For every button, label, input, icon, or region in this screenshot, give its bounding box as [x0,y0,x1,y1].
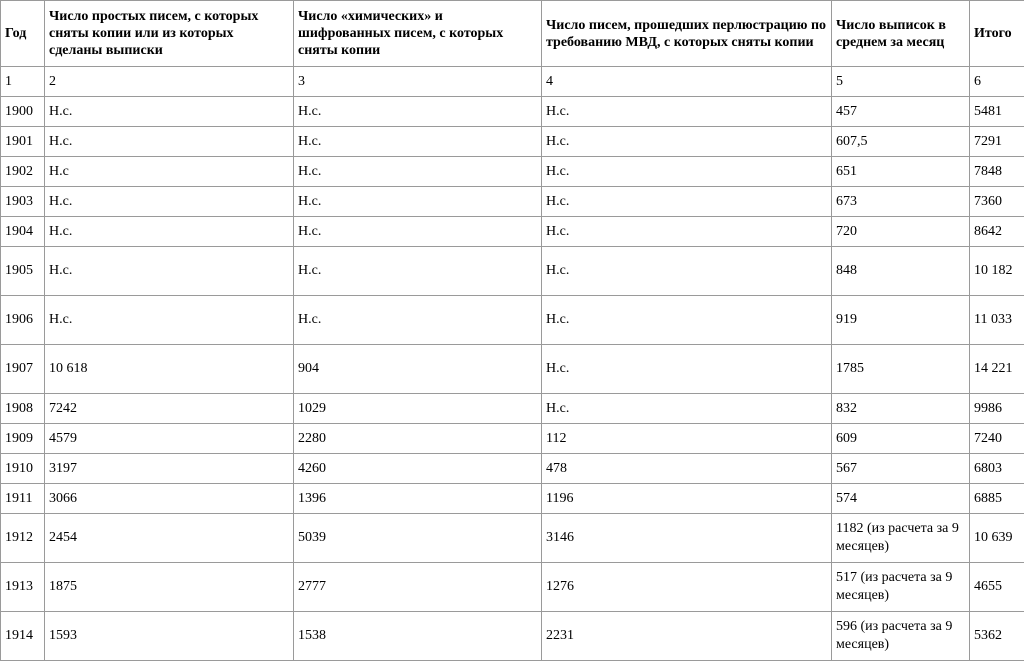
cell-perlustration-letters: Н.с. [542,127,832,157]
table-row [1,157,1024,187]
table-row [1,612,1024,661]
cell-simple-letters: Н.с. [45,127,294,157]
cell-year: 1900 [1,97,45,127]
cell-chemical-letters: Н.с. [294,97,542,127]
cell-year: 1906 [1,296,45,345]
column-number: 2 [45,67,294,97]
column-number: 1 [1,67,45,97]
cell-monthly-average: 457 [832,97,970,127]
cell-year: 1903 [1,187,45,217]
cell-year: 1913 [1,563,45,612]
table-row [1,563,1024,612]
cell-total: 11 033 [970,296,1024,345]
cell-total: 9986 [970,394,1024,424]
cell-year: 1904 [1,217,45,247]
header-total: Итого [970,1,1024,67]
cell-monthly-average: 919 [832,296,970,345]
cell-chemical-letters: 1396 [294,484,542,514]
cell-perlustration-letters: 3146 [542,514,832,563]
cell-simple-letters: Н.с. [45,187,294,217]
table-header-row [1,1,1024,67]
column-number-row [1,67,1024,97]
cell-simple-letters: 7242 [45,394,294,424]
cell-simple-letters: 3066 [45,484,294,514]
cell-chemical-letters: Н.с. [294,217,542,247]
cell-monthly-average: 720 [832,217,970,247]
table-row [1,247,1024,296]
cell-simple-letters: 1593 [45,612,294,661]
cell-perlustration-letters: Н.с. [542,97,832,127]
cell-total: 7291 [970,127,1024,157]
cell-monthly-average: 848 [832,247,970,296]
cell-simple-letters: Н.с. [45,247,294,296]
cell-monthly-average: 517 (из расчета за 9 месяцев) [832,563,970,612]
cell-year: 1910 [1,454,45,484]
cell-simple-letters: 10 618 [45,345,294,394]
cell-total: 4655 [970,563,1024,612]
cell-simple-letters: 3197 [45,454,294,484]
table-row [1,454,1024,484]
cell-simple-letters: 2454 [45,514,294,563]
cell-monthly-average: 1785 [832,345,970,394]
cell-perlustration-letters: 1276 [542,563,832,612]
header-simple-letters: Число простых писем, с которых сняты копии или из которых сделаны выписки [45,1,294,67]
cell-perlustration-letters: Н.с. [542,217,832,247]
table-row [1,217,1024,247]
cell-chemical-letters: 2280 [294,424,542,454]
cell-simple-letters: Н.с. [45,97,294,127]
cell-chemical-letters: 904 [294,345,542,394]
cell-perlustration-letters: Н.с. [542,345,832,394]
cell-total: 10 639 [970,514,1024,563]
cell-perlustration-letters: 478 [542,454,832,484]
cell-chemical-letters: Н.с. [294,247,542,296]
cell-simple-letters: Н.с. [45,217,294,247]
cell-year: 1912 [1,514,45,563]
table-row [1,484,1024,514]
header-chemical-letters: Число «химических» и шифрованных писем, с которых сняты копии [294,1,542,67]
cell-chemical-letters: Н.с. [294,157,542,187]
cell-total: 14 221 [970,345,1024,394]
cell-simple-letters: 4579 [45,424,294,454]
header-perlustration-letters: Число писем, прошедших перлюстрацию по требованию МВД, с которых сняты копии [542,1,832,67]
cell-monthly-average: 832 [832,394,970,424]
table-row [1,424,1024,454]
cell-total: 10 182 [970,247,1024,296]
cell-monthly-average: 596 (из расчета за 9 месяцев) [832,612,970,661]
cell-chemical-letters: 2777 [294,563,542,612]
cell-monthly-average: 607,5 [832,127,970,157]
header-monthly-average: Число выписок в среднем за месяц [832,1,970,67]
cell-perlustration-letters: Н.с. [542,187,832,217]
cell-year: 1907 [1,345,45,394]
cell-year: 1914 [1,612,45,661]
table-row [1,127,1024,157]
cell-total: 7360 [970,187,1024,217]
header-year: Год [1,1,45,67]
cell-monthly-average: 609 [832,424,970,454]
cell-perlustration-letters: 1196 [542,484,832,514]
column-number: 6 [970,67,1024,97]
column-number: 4 [542,67,832,97]
cell-perlustration-letters: Н.с. [542,247,832,296]
cell-total: 5481 [970,97,1024,127]
cell-monthly-average: 673 [832,187,970,217]
cell-perlustration-letters: Н.с. [542,296,832,345]
cell-monthly-average: 651 [832,157,970,187]
cell-year: 1905 [1,247,45,296]
column-number: 3 [294,67,542,97]
cell-chemical-letters: Н.с. [294,296,542,345]
cell-chemical-letters: Н.с. [294,187,542,217]
table-row [1,394,1024,424]
cell-perlustration-letters: Н.с. [542,394,832,424]
cell-chemical-letters: 1538 [294,612,542,661]
cell-monthly-average: 567 [832,454,970,484]
cell-chemical-letters: Н.с. [294,127,542,157]
cell-simple-letters: 1875 [45,563,294,612]
cell-monthly-average: 1182 (из расчета за 9 месяцев) [832,514,970,563]
cell-simple-letters: Н.с. [45,296,294,345]
column-number: 5 [832,67,970,97]
cell-perlustration-letters: Н.с. [542,157,832,187]
cell-chemical-letters: 1029 [294,394,542,424]
cell-total: 6885 [970,484,1024,514]
table-row [1,187,1024,217]
cell-monthly-average: 574 [832,484,970,514]
cell-total: 5362 [970,612,1024,661]
cell-chemical-letters: 5039 [294,514,542,563]
table-row [1,345,1024,394]
cell-year: 1909 [1,424,45,454]
cell-perlustration-letters: 2231 [542,612,832,661]
cell-year: 1908 [1,394,45,424]
cell-total: 8642 [970,217,1024,247]
cell-year: 1901 [1,127,45,157]
table-row [1,97,1024,127]
cell-chemical-letters: 4260 [294,454,542,484]
table-row [1,296,1024,345]
table-row [1,514,1024,563]
cell-year: 1911 [1,484,45,514]
cell-total: 6803 [970,454,1024,484]
cell-total: 7848 [970,157,1024,187]
cell-year: 1902 [1,157,45,187]
cell-simple-letters: Н.с [45,157,294,187]
cell-perlustration-letters: 112 [542,424,832,454]
cell-total: 7240 [970,424,1024,454]
